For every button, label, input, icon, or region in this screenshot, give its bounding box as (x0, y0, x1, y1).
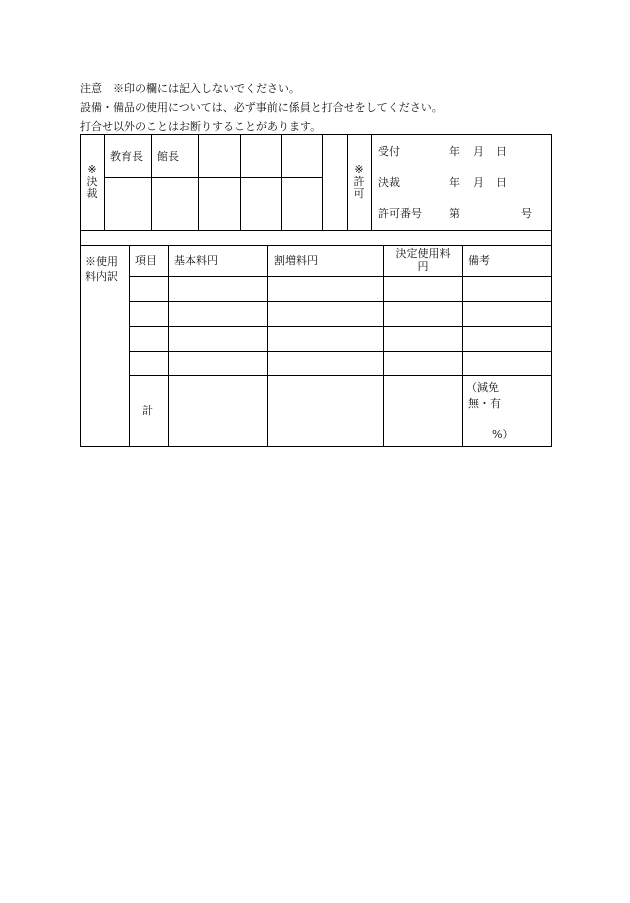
fee-row-divider-3 (129, 326, 552, 327)
decided-year: 年 (449, 176, 460, 189)
note-line-1: 注意 ※印の欄には記入しないでください。 (80, 82, 300, 95)
received-year: 年 (449, 145, 460, 158)
approval-label-char-2: 裁 (86, 187, 98, 200)
permit-number-suffix: 号 (521, 207, 532, 220)
fee-row-divider-1 (129, 276, 552, 277)
approval-row-divider (104, 177, 323, 178)
permit-left-divider (347, 134, 348, 231)
permit-number-label: 許可番号 (378, 207, 422, 220)
table-border-left (80, 134, 81, 447)
decided-day: 日 (496, 176, 507, 189)
approval-col-divider-5 (322, 134, 323, 231)
fee-header-remarks: 備考 (468, 254, 490, 267)
approval-label-divider (104, 134, 105, 231)
note-line-3: 打合せ以外のことはお断りすることがあります。 (80, 120, 322, 133)
fee-row-divider-5 (129, 375, 552, 376)
fee-row-divider-4 (129, 351, 552, 352)
approval-col-divider-4 (281, 134, 282, 231)
permit-label-char-2: 可 (353, 187, 365, 200)
permit-mark: ※ (354, 163, 364, 176)
approval-label-char-1: 決 (86, 175, 98, 188)
fee-header-surcharge: 割増料円 (274, 254, 318, 267)
fee-row-divider-2 (129, 301, 552, 302)
fee-header-item: 項目 (135, 254, 157, 267)
fee-header-basic: 基本料円 (174, 254, 218, 267)
fee-section-top (80, 245, 552, 246)
approval-superintendent-label: 教育長 (110, 150, 143, 163)
reduction-line-2: 無・有 (468, 397, 501, 410)
fee-title-line-1: ※使用 (85, 255, 118, 268)
reduction-line-1: （減免 (466, 381, 499, 394)
note-line-2: 設備・備品の使用については、必ず事前に係員と打合せをしてください。 (80, 101, 443, 114)
received-label: 受付 (378, 145, 400, 158)
permit-label-divider (371, 134, 372, 231)
fee-title-line-2: 料内訳 (85, 270, 118, 283)
permit-label-char-1: 許 (353, 175, 365, 188)
approval-mark: ※ (87, 163, 97, 176)
decided-label: 決裁 (378, 176, 400, 189)
approval-col-divider-3 (240, 134, 241, 231)
table-border-right (551, 134, 552, 447)
received-month: 月 (473, 145, 484, 158)
permit-number-prefix: 第 (449, 207, 460, 220)
reduction-line-3: %） (492, 428, 514, 441)
table-border-bottom (80, 446, 552, 447)
approval-col-divider-1 (151, 134, 152, 231)
decided-month: 月 (473, 176, 484, 189)
approval-col-divider-2 (198, 134, 199, 231)
fee-header-decided-line-1: 決定使用料 (395, 247, 451, 260)
fee-header-decided-line-2: 円 (417, 260, 429, 273)
received-day: 日 (496, 145, 507, 158)
fee-total-label: 計 (142, 404, 153, 417)
approval-director-label: 館長 (157, 150, 179, 163)
